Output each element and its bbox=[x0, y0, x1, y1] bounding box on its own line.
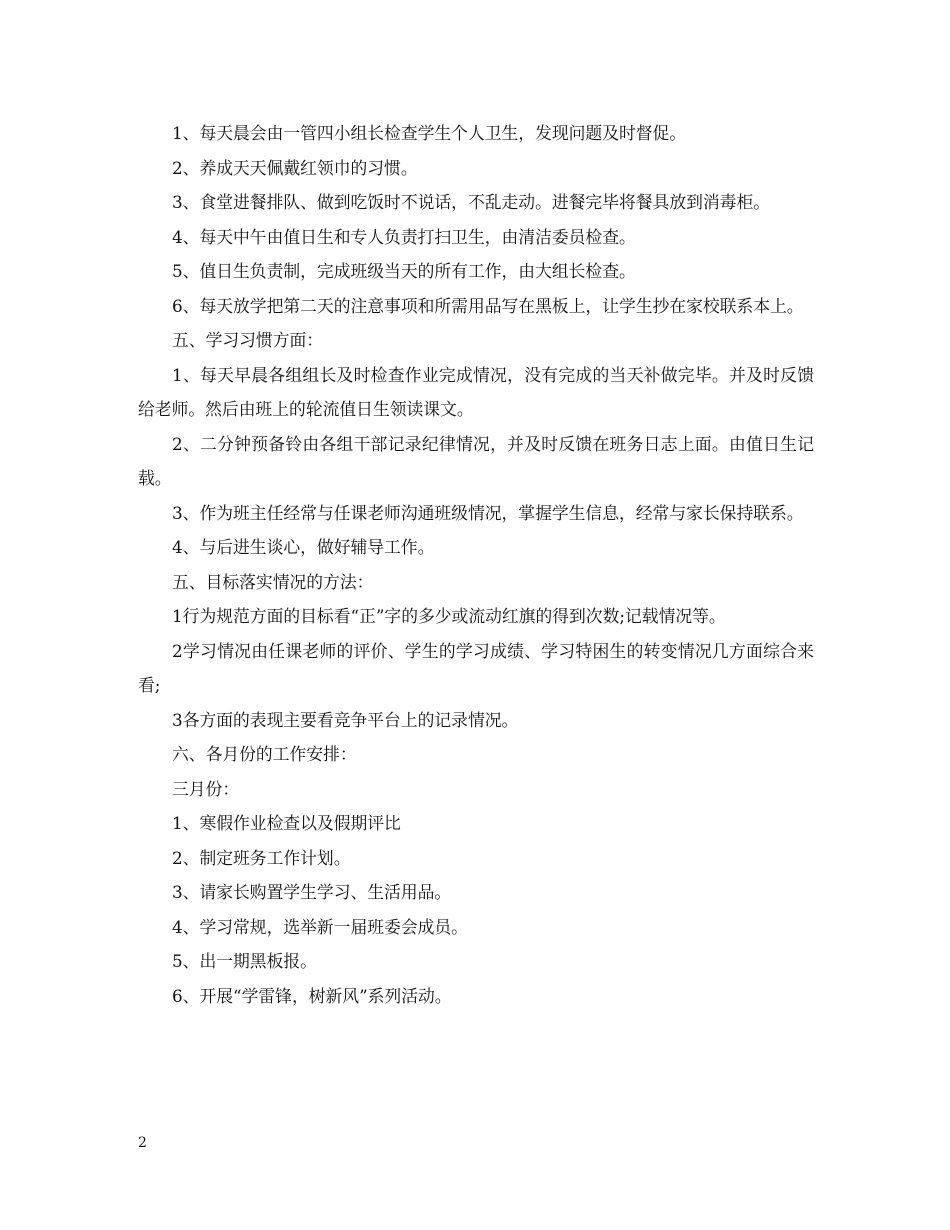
paragraph: 4、与后进生谈心，做好辅导工作。 bbox=[172, 537, 435, 557]
paragraph: 6、开展“学雷锋，树新风”系列活动。 bbox=[172, 985, 452, 1006]
page-number: 2 bbox=[138, 1135, 147, 1151]
paragraph: 3、作为班主任经常与任课老师沟通班级情况，掌握学生信息，经常与家长保持联系。 bbox=[172, 502, 804, 523]
subsection-heading: 三月份： bbox=[172, 778, 240, 799]
paragraph: 3、食堂进餐排队、做到吃饭时不说话，不乱走动。进餐完毕将餐具放到消毒柜。 bbox=[172, 192, 771, 212]
paragraph: 1、每天晨会由一管四小组长检查学生个人卫生，发现问题及时督促。 bbox=[172, 123, 687, 143]
paragraph: 1、每天早晨各组组长及时检查作业完成情况，没有完成的当天补做完毕。并及时反馈给老师。然后由班上的轮流值日生领读课文。 bbox=[138, 364, 814, 419]
paragraph: 3、请家长购置学生学习、生活用品。 bbox=[172, 882, 452, 902]
paragraph: 2学习情况由任课老师的评价、学生的学习成绩、学习特困生的转变情况几方面综合来看; bbox=[138, 640, 814, 695]
paragraph: 5、出一期黑板报。 bbox=[172, 951, 317, 971]
paragraph: 2、二分钟预备铃由各组干部记录纪律情况，并及时反馈在班务日志上面。由值日生记载。 bbox=[138, 433, 814, 488]
paragraph: 4、每天中午由值日生和专人负责打扫卫生，由清洁委员检查。 bbox=[172, 226, 636, 247]
section-heading: 五、目标落实情况的方法： bbox=[172, 571, 374, 592]
section-heading: 五、学习习惯方面： bbox=[172, 330, 324, 350]
paragraph: 2、制定班务工作计划。 bbox=[172, 847, 351, 868]
paragraph: 3各方面的表现主要看竞争平台上的记录情况。 bbox=[172, 709, 519, 730]
paragraph: 1、寒假作业检查以及假期评比 bbox=[172, 813, 401, 833]
document-body bbox=[138, 116, 814, 1013]
paragraph: 5、值日生负责制，完成班级当天的所有工作，由大组长检查。 bbox=[172, 261, 636, 281]
paragraph: 6、每天放学把第二天的注意事项和所需用品写在黑板上，让学生抄在家校联系本上。 bbox=[172, 295, 804, 316]
paragraph: 1行为规范方面的目标看“正”字的多少或流动红旗的得到次数;记载情况等。 bbox=[172, 606, 726, 626]
section-heading: 六、各月份的工作安排： bbox=[172, 744, 357, 764]
paragraph: 4、学习常规，选举新一届班委会成员。 bbox=[172, 916, 468, 937]
paragraph: 2、养成天天佩戴红领巾的习惯。 bbox=[172, 157, 418, 178]
